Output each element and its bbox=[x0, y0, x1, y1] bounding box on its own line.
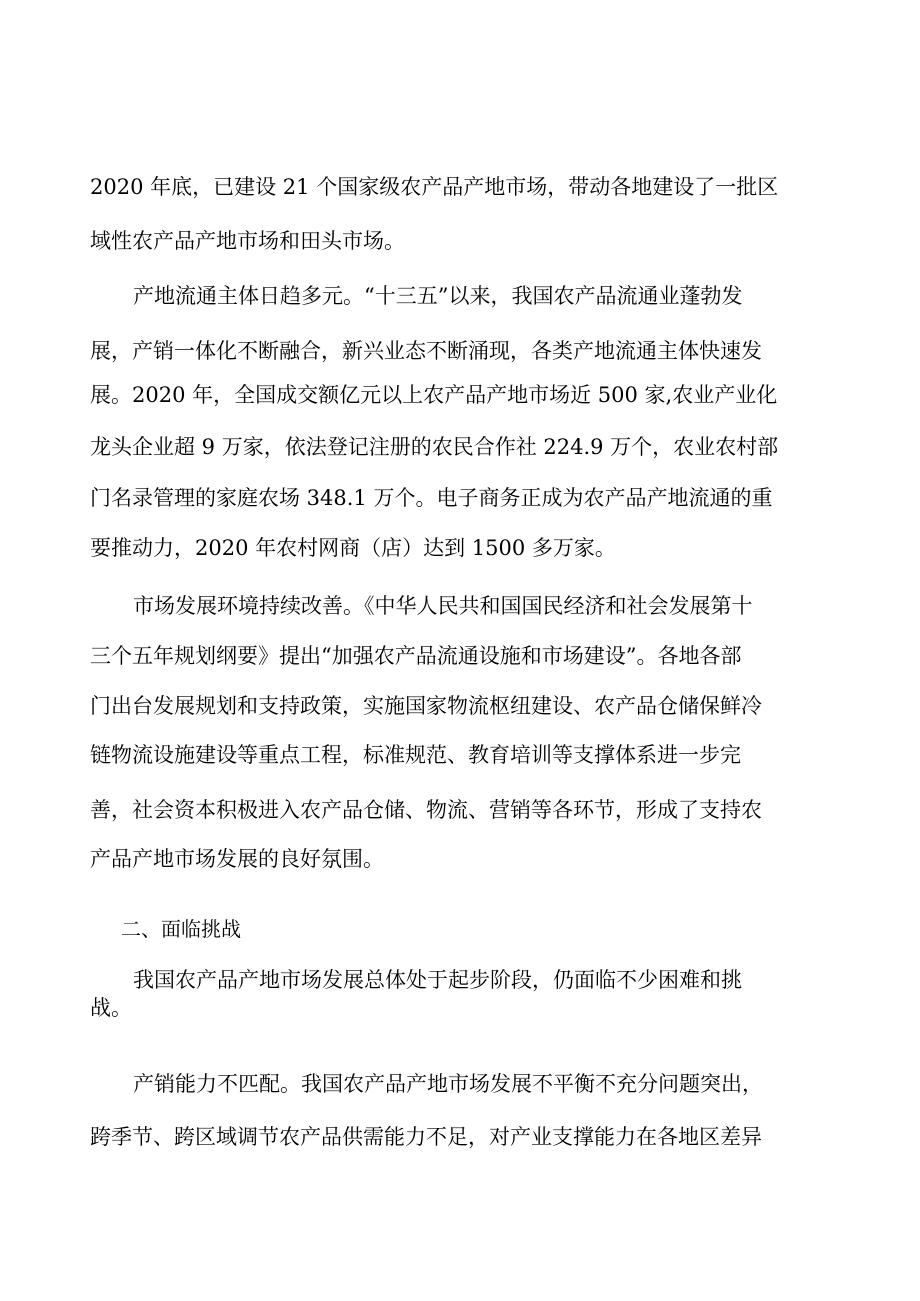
paragraph-2-line-3: 展。2020 年，全国成交额亿元以上农产品产地市场近 500 家,农业产业化 bbox=[90, 383, 778, 407]
paragraph-3-line-1: 市场发展环境持续改善。《中华人民共和国国民经济和社会发展第十 bbox=[133, 594, 753, 618]
paragraph-2-line-1: 产地流通主体日趋多元。“十三五”以来，我国农产品流通业蓬勃发 bbox=[133, 284, 743, 308]
paragraph-2-line-6: 要推动力，2020 年农村网商（店）达到 1500 多万家。 bbox=[90, 536, 616, 560]
paragraph-3-line-3: 门出台发展规划和支持政策，实施国家物流枢纽建设、农产品仓储保鲜冷 bbox=[90, 694, 762, 718]
paragraph-1-line-1: 2020 年底，已建设 21 个国家级农产品产地市场，带动各地建设了一批区 bbox=[90, 175, 779, 199]
paragraph-3-line-6: 产品产地市场发展的良好氛围。 bbox=[90, 847, 384, 871]
paragraph-3-line-4: 链物流设施建设等重点工程，标准规范、教育培训等支撑体系进一步完 bbox=[90, 743, 741, 767]
paragraph-2-line-5: 门名录管理的家庭农场 348.1 万个。电子商务正成为农产品产地流通的重 bbox=[90, 486, 773, 510]
paragraph-3-line-2: 三个五年规划纲要》提出“加强农产品流通设施和市场建设”。各地各部 bbox=[90, 644, 742, 668]
section-heading: 二、面临挑战 bbox=[121, 917, 241, 941]
paragraph-2-line-2: 展，产销一体化不断融合，新兴业态不断涌现，各类产地流通主体快速发 bbox=[90, 339, 762, 363]
paragraph-3-line-5: 善，社会资本积极进入农产品仓储、物流、营销等各环节，形成了支持农 bbox=[90, 798, 762, 822]
paragraph-1-line-2: 域性农产品产地市场和田头市场。 bbox=[90, 229, 405, 253]
paragraph-4-line-2: 战。 bbox=[90, 996, 132, 1020]
paragraph-5-line-2: 跨季节、跨区域调节农产品供需能力不足，对产业支撑能力在各地区差异 bbox=[90, 1125, 762, 1149]
paragraph-5-line-1: 产销能力不匹配。我国农产品产地市场发展不平衡不充分问题突出， bbox=[133, 1072, 763, 1096]
paragraph-2-line-4: 龙头企业超 9 万家，依法登记注册的农民合作社 224.9 万个，农业农村部 bbox=[90, 435, 779, 459]
paragraph-4-line-1: 我国农产品产地市场发展总体处于起步阶段，仍面临不少困难和挑 bbox=[133, 968, 742, 992]
